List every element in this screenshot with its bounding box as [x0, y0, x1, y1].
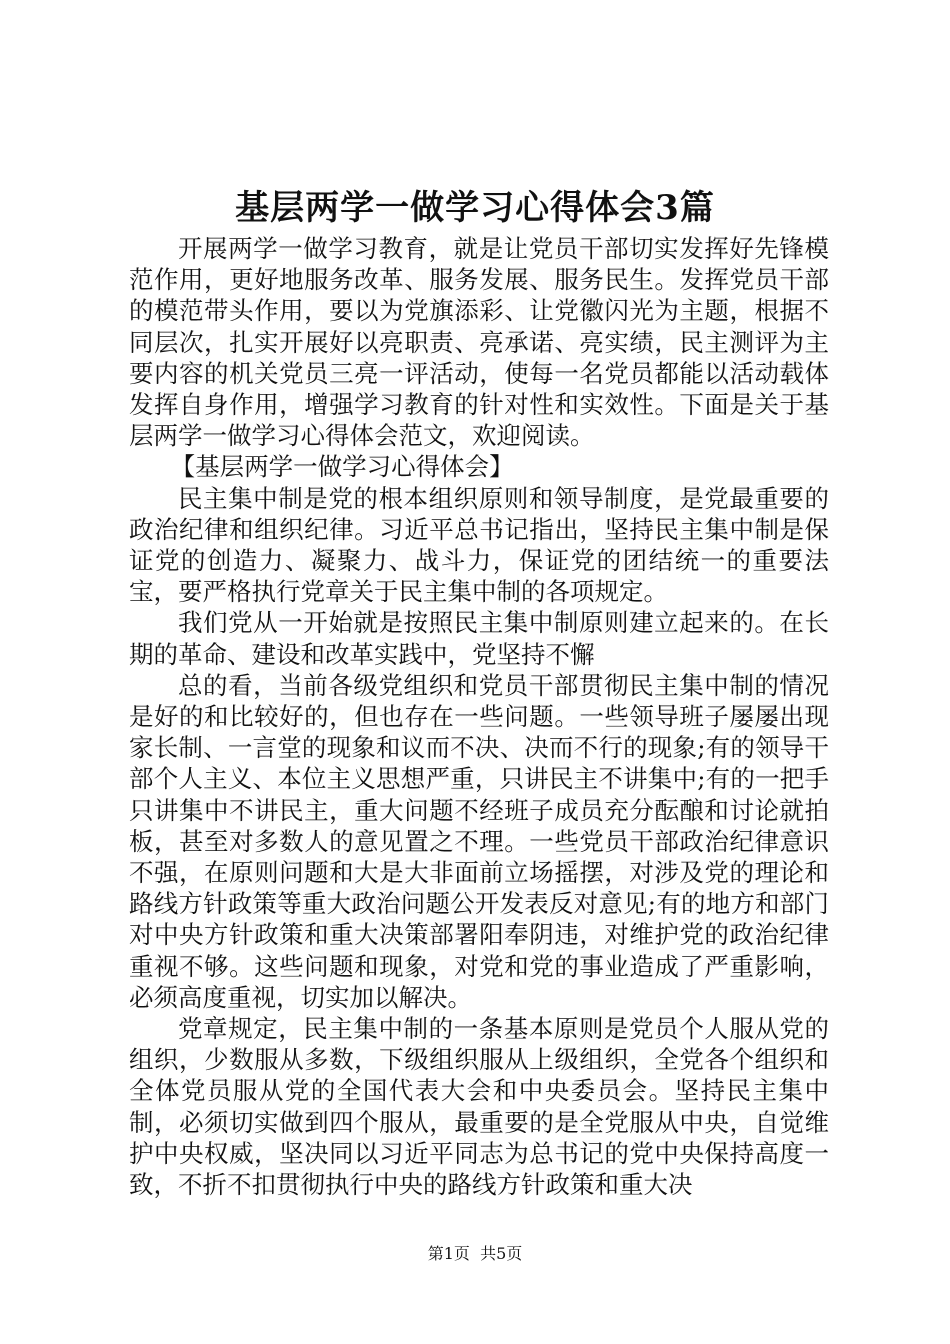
body-paragraph: 民主集中制是党的根本组织原则和领导制度，是党最重要的政治纪律和组织纪律。习近平总书记指出，坚持民主集中制是保证党的创造力、凝聚力、战斗力，保证党的团结统一的重要法宝，要严格执行党章关于民主集中制的各项规定。: [129, 483, 829, 607]
body-paragraph: 我们党从一开始就是按照民主集中制原则建立起来的。在长期的革命、建设和改革实践中，党坚持不懈: [129, 608, 829, 669]
intro-paragraph: 开展两学一做学习教育，就是让党员干部切实发挥好先锋模范作用，更好地服务改革、服务发展、服务民生。发挥党员干部的模范带头作用，要以为党旗添彩、让党徽闪光为主题，根据不同层次，扎实开展好以亮职责、亮承诺、亮实绩，民主测评为主要内容的机关党员三亮一评活动，使每一名党员都能以活动载体发挥自身作用，增强学习教育的针对性和实效性。下面是关于基层两学一做学习心得体会范文，欢迎阅读。: [129, 234, 829, 451]
body-paragraph: 总的看，当前各级党组织和党员干部贯彻民主集中制的情况是好的和比较好的，但也存在一些问题。一些领导班子屡屡出现家长制、一言堂的现象和议而不决、决而不行的现象;有的领导干部个人主义、本位主义思想严重，只讲民主不讲集中;有的一把手只讲集中不讲民主，重大问题不经班子成员充分酝酿和讨论就拍板，甚至对多数人的意见置之不理。一些党员干部政治纪律意识不强，在原则问题和大是大非面前立场摇摆，对涉及党的理论和路线方针政策等重大政治问题公开发表反对意见;有的地方和部门对中央方针政策和重大决策部署阳奉阴违，对维护党的政治纪律重视不够。这些问题和现象，对党和党的事业造成了严重影响，必须高度重视，切实加以解决。: [129, 670, 829, 1012]
document-body: [129, 233, 829, 1200]
body-paragraph: 党章规定，民主集中制的一条基本原则是党员个人服从党的组织，少数服从多数，下级组织服从上级组织，全党各个组织和全体党员服从党的全国代表大会和中央委员会。坚持民主集中制，必须切实做到四个服从，最重要的是全党服从中央，自觉维护中央权威，坚决同以习近平同志为总书记的党中央保持高度一致，不折不扣贯彻执行中央的路线方针政策和重大决: [129, 1014, 829, 1200]
section-heading: 【基层两学一做学习心得体会】: [170, 452, 514, 482]
page-number-label: 第1页 共5页: [427, 1244, 523, 1263]
page-footer: [0, 1243, 950, 1265]
document-title: 基层两学一做学习心得体会3篇: [235, 188, 715, 228]
